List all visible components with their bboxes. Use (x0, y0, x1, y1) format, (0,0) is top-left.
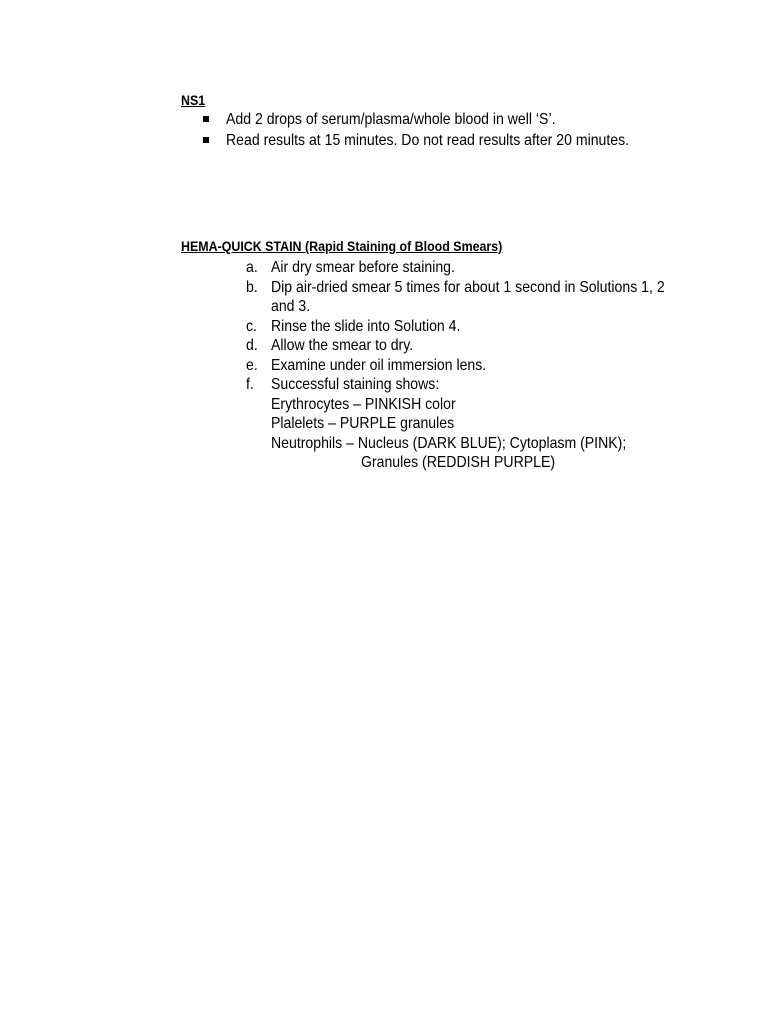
result-platelets: Plalelets – PURPLE granules (271, 415, 455, 432)
bullet-text: Add 2 drops of serum/plasma/whole blood in well ‘S’. (226, 111, 556, 128)
list-item (246, 258, 718, 278)
step-text-continuation: and 3. (271, 298, 311, 315)
result-neutrophils-granules: Granules (REDDISH PURPLE) (361, 454, 556, 471)
ns1-heading: NS1 (181, 93, 206, 108)
step-text: Air dry smear before staining. (271, 259, 455, 276)
bullet-text: Read results at 15 minutes. Do not read results after 20 minutes. (226, 132, 630, 149)
square-bullet-icon (203, 116, 209, 122)
list-item (246, 317, 718, 337)
step-marker: a. (246, 259, 258, 276)
step-marker: c. (246, 317, 257, 335)
step-text: Allow the smear to dry. (271, 337, 414, 354)
step-text: Successful staining shows: (271, 376, 440, 393)
hema-steps-list (246, 258, 718, 473)
result-erythrocytes: Erythrocytes – PINKISH color (271, 395, 456, 413)
list-item (246, 336, 718, 356)
hema-heading: HEMA-QUICK STAIN (Rapid Staining of Blood Smears) (181, 239, 503, 254)
list-item (246, 278, 718, 317)
list-item (246, 375, 718, 473)
step-marker: b. (246, 278, 258, 296)
step-marker: e. (246, 356, 258, 374)
square-bullet-icon (203, 137, 209, 143)
result-neutrophils: Neutrophils – Nucleus (DARK BLUE); Cytoplasm (PINK); (271, 434, 627, 452)
step-marker: f. (246, 376, 254, 393)
step-text: Rinse the slide into Solution 4. (271, 317, 461, 335)
step-marker: d. (246, 337, 258, 354)
list-item (246, 356, 718, 376)
step-text: Dip air-dried smear 5 times for about 1 second in Solutions 1, 2 (271, 278, 665, 296)
step-text: Examine under oil immersion lens. (271, 356, 487, 374)
